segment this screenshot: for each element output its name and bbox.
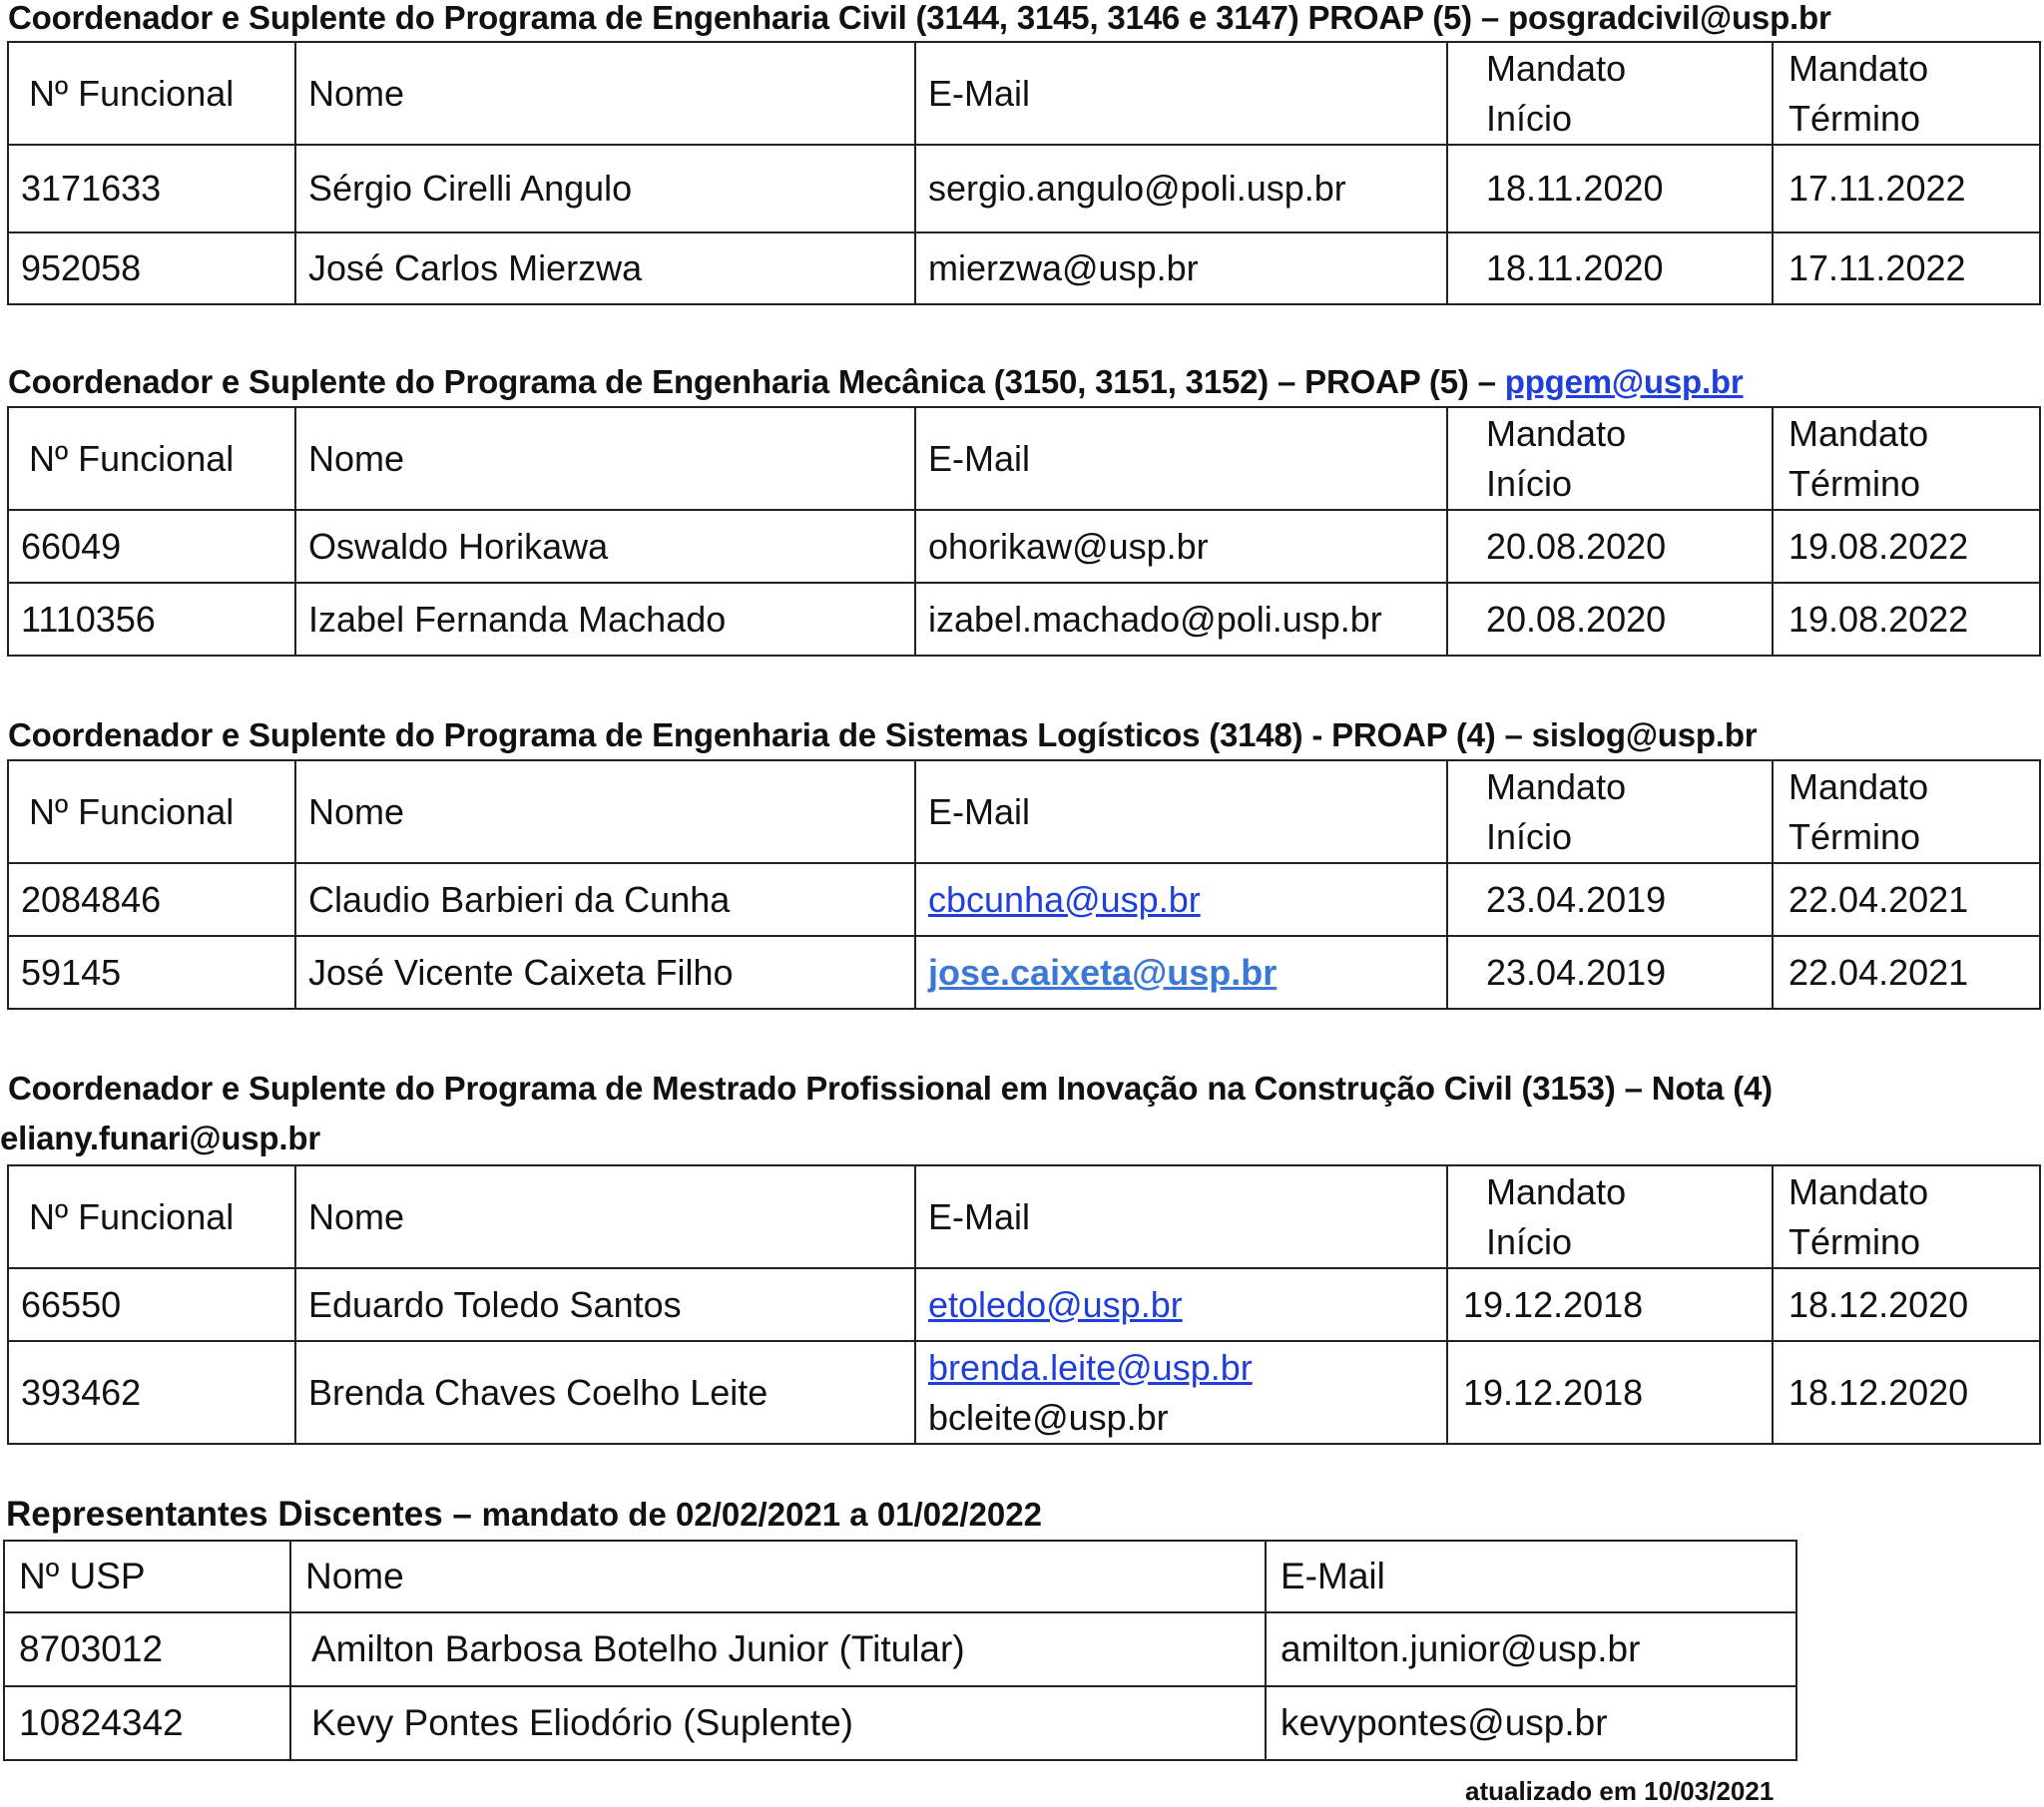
cell-nome: José Vicente Caixeta Filho: [295, 936, 915, 1009]
cell-email: ohorikaw@usp.br: [915, 510, 1447, 583]
cell-nome: Sérgio Cirelli Angulo: [295, 145, 915, 232]
header-inicio: Mandato Início: [1447, 42, 1773, 145]
cell-id: 10824342: [4, 1686, 290, 1760]
cell-id: 59145: [8, 936, 295, 1009]
table-row: [8, 232, 2040, 304]
header-termino: Mandato Término: [1773, 760, 2040, 863]
students-title: Representantes Discentes – mandato de 02/02/2021 a 01/02/2022: [6, 1495, 1042, 1534]
header-nome: Nome: [290, 1541, 1266, 1612]
cell-termino: 17.11.2022: [1773, 232, 2040, 304]
header-email: E-Mail: [1266, 1541, 1796, 1612]
header-nome: Nome: [295, 760, 915, 863]
cell-email: [915, 936, 1447, 1009]
cell-termino: 22.04.2021: [1773, 936, 2040, 1009]
header-email: E-Mail: [915, 42, 1447, 145]
header-inicio: Mandato Início: [1447, 407, 1773, 510]
cell-id: 2084846: [8, 863, 295, 936]
cell-id: 8703012: [4, 1612, 290, 1686]
table-header: [4, 1541, 1796, 1612]
table-row: [8, 583, 2040, 656]
cell-email: sergio.angulo@poli.usp.br: [915, 145, 1447, 232]
header-termino: Mandato Término: [1773, 42, 2040, 145]
section-title-sislog: Coordenador e Suplente do Programa de Engenharia de Sistemas Logísticos (3148) - PROAP (4) – sislog@usp.br: [8, 716, 1758, 753]
cell-termino: 22.04.2021: [1773, 863, 2040, 936]
students-subtitle: mandato de 02/02/2021 a 01/02/2022: [481, 1496, 1042, 1533]
table-students: [3, 1540, 1797, 1761]
header-funcional: Nº Funcional: [8, 760, 295, 863]
table-header: [8, 42, 2040, 145]
table-row: [8, 1268, 2040, 1341]
email-link[interactable]: cbcunha@usp.br: [928, 878, 1201, 920]
table-row: [4, 1612, 1796, 1686]
table-row: [4, 1686, 1796, 1760]
table-mestrado: [7, 1164, 2041, 1445]
table-mecanica: [7, 406, 2041, 657]
table-row: [8, 145, 2040, 232]
cell-nome: Amilton Barbosa Botelho Junior (Titular): [290, 1612, 1266, 1686]
cell-id: 3171633: [8, 145, 295, 232]
cell-inicio: 18.11.2020: [1447, 232, 1773, 304]
cell-id: 66550: [8, 1268, 295, 1341]
header-email: E-Mail: [915, 760, 1447, 863]
updated-date: atualizado em 10/03/2021: [1465, 1776, 1775, 1806]
cell-inicio: 18.11.2020: [1447, 145, 1773, 232]
header-email: E-Mail: [915, 1165, 1447, 1268]
header-nome: Nome: [295, 407, 915, 510]
section-title-mestrado-email: eliany.funari@usp.br: [0, 1120, 320, 1156]
cell-inicio: 23.04.2019: [1447, 936, 1773, 1009]
table-header: [8, 1165, 2040, 1268]
table-header: [8, 407, 2040, 510]
table-row: [8, 863, 2040, 936]
cell-termino: 19.08.2022: [1773, 583, 2040, 656]
section-title-civil: Coordenador e Suplente do Programa de Engenharia Civil (3144, 3145, 3146 e 3147) PROAP (5) – posgradcivil@usp.br: [8, 0, 1831, 36]
header-nusp: Nº USP: [4, 1541, 290, 1612]
cell-termino: 18.12.2020: [1773, 1341, 2040, 1444]
email-link[interactable]: etoledo@usp.br: [928, 1283, 1183, 1325]
cell-id: 1110356: [8, 583, 295, 656]
cell-email: [915, 1341, 1447, 1444]
table-row: [8, 1341, 2040, 1444]
cell-email: mierzwa@usp.br: [915, 232, 1447, 304]
cell-inicio: 19.12.2018: [1447, 1268, 1773, 1341]
ppgem-email-link[interactable]: ppgem@usp.br: [1504, 363, 1744, 400]
cell-nome: Izabel Fernanda Machado: [295, 583, 915, 656]
table-row: [8, 510, 2040, 583]
cell-email: amilton.junior@usp.br: [1266, 1612, 1796, 1686]
section-title-mestrado: Coordenador e Suplente do Programa de Mestrado Profissional em Inovação na Construção Civil (3153) – Nota (4): [8, 1070, 1773, 1107]
cell-nome: Claudio Barbieri da Cunha: [295, 863, 915, 936]
header-email: E-Mail: [915, 407, 1447, 510]
cell-nome: Eduardo Toledo Santos: [295, 1268, 915, 1341]
cell-email: kevypontes@usp.br: [1266, 1686, 1796, 1760]
header-termino: Mandato Término: [1773, 1165, 2040, 1268]
cell-id: 66049: [8, 510, 295, 583]
header-funcional: Nº Funcional: [8, 42, 295, 145]
email-secondary: bcleite@usp.br: [928, 1396, 1169, 1438]
header-nome: Nome: [295, 42, 915, 145]
cell-inicio: 23.04.2019: [1447, 863, 1773, 936]
cell-termino: 18.12.2020: [1773, 1268, 2040, 1341]
cell-nome: Kevy Pontes Eliodório (Suplente): [290, 1686, 1266, 1760]
header-nome: Nome: [295, 1165, 915, 1268]
section-title-mecanica: Coordenador e Suplente do Programa de Engenharia Mecânica (3150, 3151, 3152) – PROAP (5) – ppgem@usp.br: [8, 363, 1744, 400]
cell-inicio: 20.08.2020: [1447, 583, 1773, 656]
header-funcional: Nº Funcional: [8, 407, 295, 510]
cell-inicio: 19.12.2018: [1447, 1341, 1773, 1444]
header-funcional: Nº Funcional: [8, 1165, 295, 1268]
cell-id: 952058: [8, 232, 295, 304]
header-inicio: Mandato Início: [1447, 1165, 1773, 1268]
email-link[interactable]: brenda.leite@usp.br: [928, 1346, 1253, 1388]
cell-id: 393462: [8, 1341, 295, 1444]
header-termino: Mandato Término: [1773, 407, 2040, 510]
cell-email: [915, 1268, 1447, 1341]
cell-termino: 17.11.2022: [1773, 145, 2040, 232]
header-inicio: Mandato Início: [1447, 760, 1773, 863]
cell-inicio: 20.08.2020: [1447, 510, 1773, 583]
table-header: [8, 760, 2040, 863]
table-sislog: [7, 759, 2041, 1010]
cell-termino: 19.08.2022: [1773, 510, 2040, 583]
table-row: [8, 936, 2040, 1009]
cell-email: izabel.machado@poli.usp.br: [915, 583, 1447, 656]
cell-nome: Brenda Chaves Coelho Leite: [295, 1341, 915, 1444]
cell-email: [915, 863, 1447, 936]
email-link[interactable]: jose.caixeta@usp.br: [928, 951, 1278, 993]
cell-nome: Oswaldo Horikawa: [295, 510, 915, 583]
table-civil: [7, 41, 2041, 305]
cell-nome: José Carlos Mierzwa: [295, 232, 915, 304]
